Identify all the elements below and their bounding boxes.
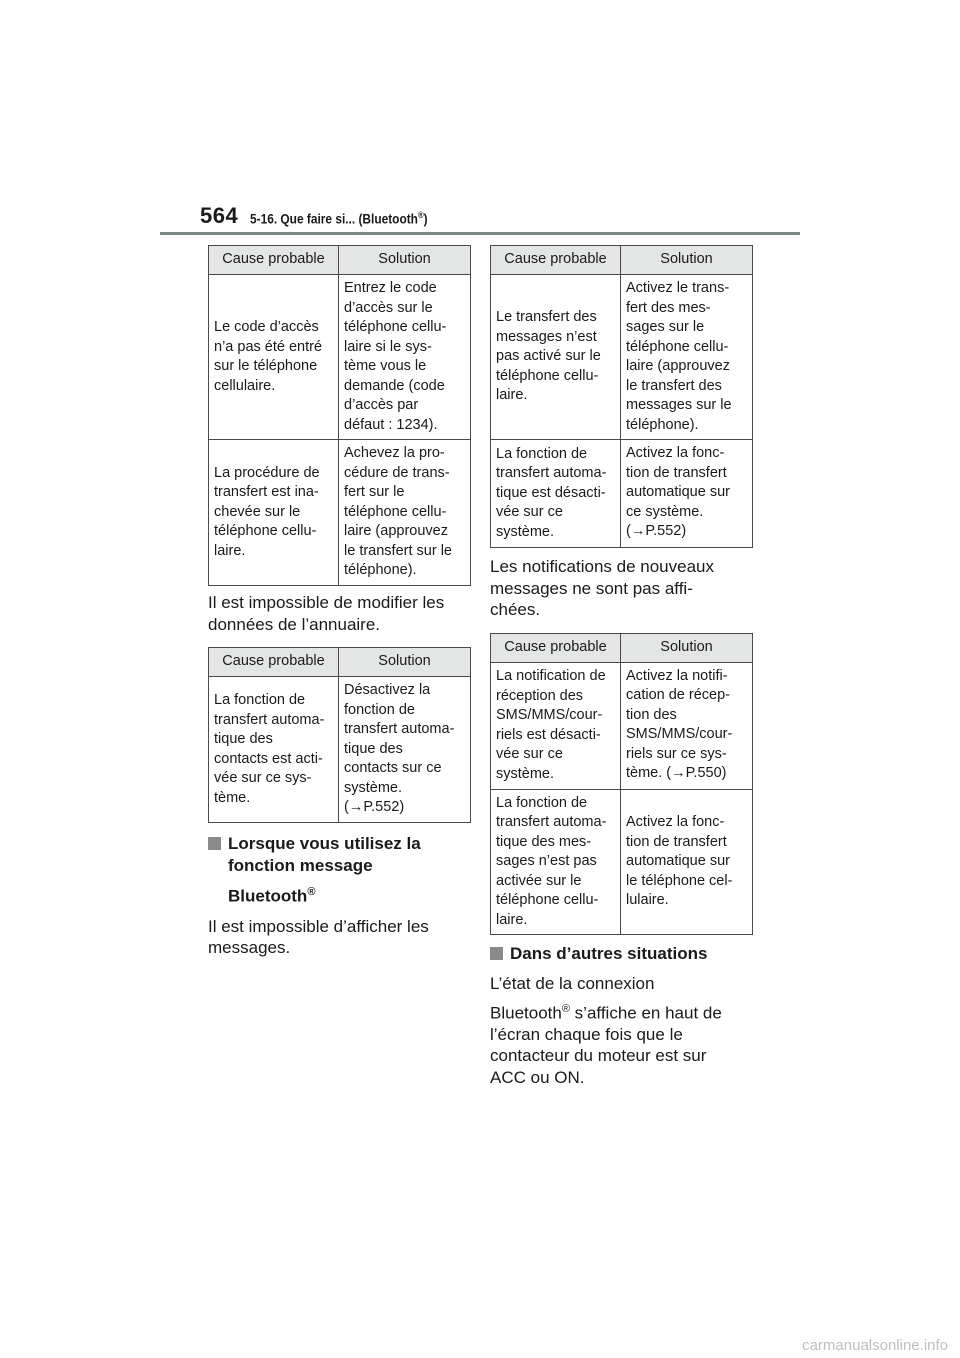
registered-mark: ® xyxy=(561,1002,570,1015)
registered-mark: ® xyxy=(417,210,424,220)
cause-cell: La fonction de transfert automa- tique des mes- sages n’est pas activée sur le téléphone cellu- laire. xyxy=(491,789,621,935)
heading-text: Bluetooth xyxy=(228,886,308,906)
cause-cell: Le code d’accès n’a pas été entré sur le téléphone cellulaire. xyxy=(209,275,339,440)
table-header-solution: Solution xyxy=(339,246,471,275)
cause-cell: La notification de réception des SMS/MMS/cour- riels est désacti- vée sur ce système. xyxy=(491,662,621,789)
cause-cell: Le transfert des messages n’est pas activé sur le téléphone cellu- laire. xyxy=(491,275,621,440)
square-bullet-icon xyxy=(490,947,503,960)
heading-line: Lorsque vous utilisez la xyxy=(228,834,421,853)
cause-solution-table xyxy=(490,245,753,548)
table-header-cause: Cause probable xyxy=(209,246,339,275)
page-number: 564 xyxy=(200,203,239,228)
table-row xyxy=(209,275,471,440)
section-title-text: 5-16. Que faire si... (Bluetooth xyxy=(250,210,418,227)
cause-solution-table xyxy=(208,245,471,586)
registered-mark: ® xyxy=(307,886,316,898)
table-header-cause: Cause probable xyxy=(491,633,621,662)
table-header-cause: Cause probable xyxy=(491,246,621,275)
heading-line xyxy=(228,881,470,908)
heading-text: Dans d’autres situations xyxy=(510,944,708,963)
solution-cell: Activez la fonc- tion de transfert automatique sur le téléphone cel- lulaire. xyxy=(621,789,753,935)
table-header-cause: Cause probable xyxy=(209,648,339,677)
subsection-heading xyxy=(208,833,470,908)
cause-cell: La fonction de transfert automa- tique est désacti- vée sur ce système. xyxy=(491,440,621,548)
solution-cell: Activez le trans- fert des mes- sages sur le téléphone cellu- laire (approuvez le transfert des messages sur le téléphone). xyxy=(621,275,753,440)
left-column xyxy=(208,245,470,959)
paragraph-line xyxy=(490,999,752,1024)
section-title xyxy=(250,210,428,227)
paragraph-line: l’écran chaque fois que le contacteur du moteur est sur ACC ou ON. xyxy=(490,1024,707,1087)
paragraph: Les notifications de nouveaux messages ne sont pas affi- chées. xyxy=(490,557,714,619)
cause-cell: La procédure de transfert est ina- chevée sur le téléphone cellu- laire. xyxy=(209,440,339,586)
table-row xyxy=(491,662,753,789)
paragraph xyxy=(490,973,752,1088)
solution-cell: Désactivez la fonction de transfert automa- tique des contacts sur ce système. (→P.552) xyxy=(339,677,471,823)
heading-line: fonction message xyxy=(228,856,373,875)
subsection-heading xyxy=(490,943,752,965)
paragraph-line: L’état de la connexion xyxy=(490,974,655,993)
solution-cell: Activez la fonc- tion de transfert automatique sur ce système. (→P.552) xyxy=(621,440,753,548)
solution-cell: Entrez le code d’accès sur le téléphone cellu- laire si le sys- tème vous le demande (code d’accès par défaut : 1234). xyxy=(339,275,471,440)
cause-solution-table xyxy=(208,647,471,823)
paragraph: Il est impossible de modifier les données de l’annuaire. xyxy=(208,593,445,634)
solution-cell: Achevez la pro- cédure de trans- fert sur le téléphone cellu- laire (approuvez le transfert sur le téléphone). xyxy=(339,440,471,586)
table-header-solution: Solution xyxy=(621,246,753,275)
table-row xyxy=(209,440,471,586)
solution-cell: Activez la notifi- cation de récep- tion des SMS/MMS/cour- riels sur ce sys- tème. (→P.550) xyxy=(621,662,753,789)
paragraph-text: Bluetooth xyxy=(490,1003,562,1023)
paragraph-text: s’affiche en haut de xyxy=(569,1003,722,1023)
cause-cell: La fonction de transfert automa- tique des contacts est acti- vée sur ce sys- tème. xyxy=(209,677,339,823)
right-column xyxy=(490,245,752,1088)
square-bullet-icon xyxy=(208,837,221,850)
cause-solution-table xyxy=(490,633,753,936)
table-row xyxy=(491,789,753,935)
table-row xyxy=(209,677,471,823)
table-header-solution: Solution xyxy=(621,633,753,662)
header-rule xyxy=(160,232,800,235)
section-title-end: ) xyxy=(423,210,428,227)
paragraph: Il est impossible d’afficher les messages. xyxy=(208,916,429,958)
table-header-solution: Solution xyxy=(339,648,471,677)
table-row xyxy=(491,440,753,548)
table-row xyxy=(491,275,753,440)
watermark-logo: carmanualsonline.info xyxy=(802,1337,948,1354)
